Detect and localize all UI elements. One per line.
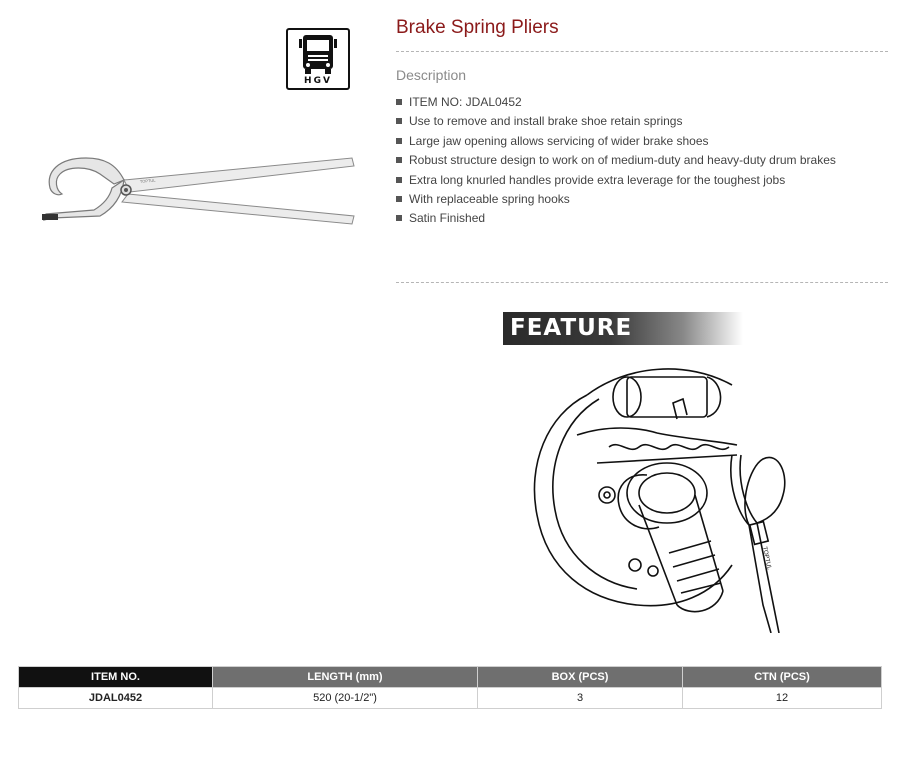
description-heading: Description	[396, 67, 467, 83]
column-header-ctn: CTN (PCS)	[683, 667, 882, 688]
bullet-icon	[396, 99, 402, 105]
bullet-icon	[396, 215, 402, 221]
list-item: Robust structure design to work on of medium-duty and heavy-duty drum brakes	[396, 153, 836, 172]
hgv-label: HGV	[304, 76, 332, 86]
list-item: Use to remove and install brake shoe retain springs	[396, 114, 836, 133]
hgv-badge	[286, 28, 350, 90]
column-header-item-no: ITEM NO.	[19, 667, 213, 688]
bullet-icon	[396, 138, 402, 144]
feature-list	[396, 95, 836, 231]
feature-banner	[503, 312, 743, 345]
cell-item-no: JDAL0452	[19, 688, 213, 709]
feature-banner-label: FEATURE	[510, 315, 633, 341]
list-item: Extra long knurled handles provide extra leverage for the toughest jobs	[396, 173, 836, 192]
column-header-box: BOX (PCS)	[478, 667, 683, 688]
bullet-icon	[396, 196, 402, 202]
column-header-length: LENGTH (mm)	[213, 667, 478, 688]
svg-text:TOPTUL: TOPTUL	[761, 546, 772, 571]
list-item: ITEM NO: JDAL0452	[396, 95, 836, 114]
list-item: Satin Finished	[396, 211, 836, 230]
bullet-icon	[396, 177, 402, 183]
bullet-icon	[396, 118, 402, 124]
pliers-image	[38, 150, 358, 235]
spec-table	[18, 666, 882, 709]
cell-ctn: 12	[683, 688, 882, 709]
cell-box: 3	[478, 688, 683, 709]
bullet-icon	[396, 157, 402, 163]
divider	[396, 51, 888, 52]
list-item: With replaceable spring hooks	[396, 192, 836, 211]
table-header-row	[19, 667, 882, 688]
divider	[396, 282, 888, 283]
table-row	[19, 688, 882, 709]
product-title: Brake Spring Pliers	[396, 17, 559, 38]
list-item: Large jaw opening allows servicing of wider brake shoes	[396, 134, 836, 153]
cell-length: 520 (20-1/2")	[213, 688, 478, 709]
svg-text:TOPTUL: TOPTUL	[139, 177, 156, 184]
brake-diagram	[527, 355, 792, 633]
